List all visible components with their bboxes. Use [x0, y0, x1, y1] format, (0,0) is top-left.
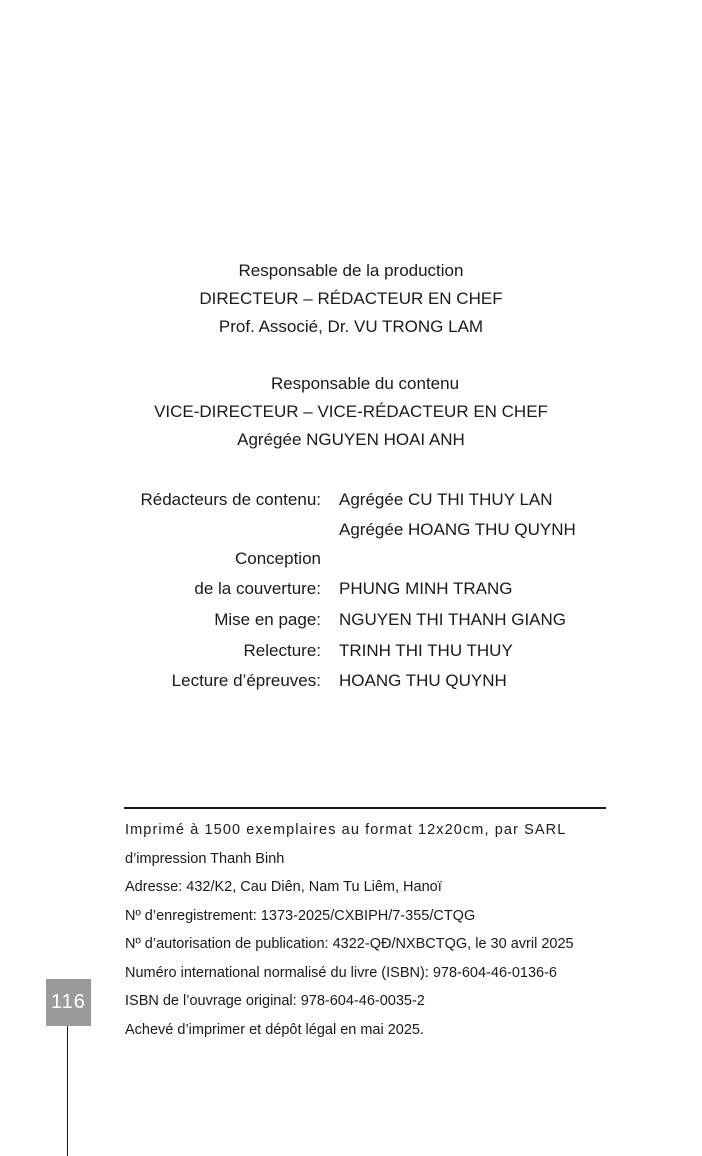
production-name: Prof. Associé, Dr. VU TRONG LAM	[218, 317, 484, 336]
production-role: DIRECTEUR – RÉDACTEUR EN CHEF	[199, 289, 503, 308]
production-heading: Responsable de la production	[238, 261, 464, 280]
imprint-line: ISBN de l’ouvrage original: 978-604-46-0035-2	[125, 993, 425, 1009]
imprint-line: Adresse: 432/K2, Cau Diên, Nam Tu Liêm, Hanoï	[125, 879, 442, 895]
credit-value: PHUNG MINH TRANG	[339, 578, 513, 598]
imprint-line: Nº d’autorisation de publication: 4322-QĐ/NXBCTQG, le 30 avril 2025	[125, 936, 574, 952]
credit-label: Conception	[234, 549, 321, 568]
imprint-line: Achevé d’imprimer et dépôt légal en mai 2025.	[125, 1021, 425, 1038]
content-heading: Responsable du contenu	[270, 374, 460, 393]
content-role: VICE-DIRECTEUR – VICE-RÉDACTEUR EN CHEF	[154, 402, 548, 421]
imprint-block	[125, 816, 615, 1044]
credit-row	[0, 666, 702, 696]
credit-value: TRINH THI THU THUY	[339, 640, 513, 660]
imprint-divider	[124, 807, 606, 809]
credit-label: Rédacteurs de contenu:	[140, 490, 321, 509]
credit-value: NGUYEN THI THANH GIANG	[339, 610, 567, 629]
imprint-line: Numéro international normalisé du livre (ISBN): 978-604-46-0136-6	[125, 964, 557, 981]
credit-label: de la couverture:	[194, 578, 321, 598]
credit-value: Agrégée HOANG THU QUYNH	[339, 519, 576, 539]
credit-row	[0, 485, 702, 515]
credit-row	[0, 544, 702, 574]
imprint-line: Imprimé à 1500 exemplaires au format 12x20cm, par SARL	[125, 822, 567, 838]
credit-row	[0, 605, 702, 635]
credit-label: Relecture:	[243, 640, 321, 660]
credit-label: Mise en page:	[214, 610, 321, 629]
credit-value: HOANG THU QUYNH	[339, 671, 507, 690]
credit-row	[0, 574, 702, 604]
credit-value: Agrégée CU THI THUY LAN	[339, 490, 553, 509]
credit-row	[0, 515, 702, 545]
imprint-line: Nº d’enregistrement: 1373-2025/CXBIPH/7-355/CTQG	[125, 907, 476, 924]
credit-label: Lecture d’épreuves:	[171, 671, 321, 690]
content-name: Agrégée NGUYEN HOAI ANH	[237, 430, 465, 449]
credit-row	[0, 636, 702, 666]
production-block	[0, 257, 702, 341]
page-number: 116	[46, 979, 91, 1026]
imprint-line: d’impression Thanh Binh	[125, 850, 285, 867]
content-block	[0, 370, 702, 454]
margin-line	[67, 1026, 68, 1156]
credits-list	[0, 485, 702, 696]
